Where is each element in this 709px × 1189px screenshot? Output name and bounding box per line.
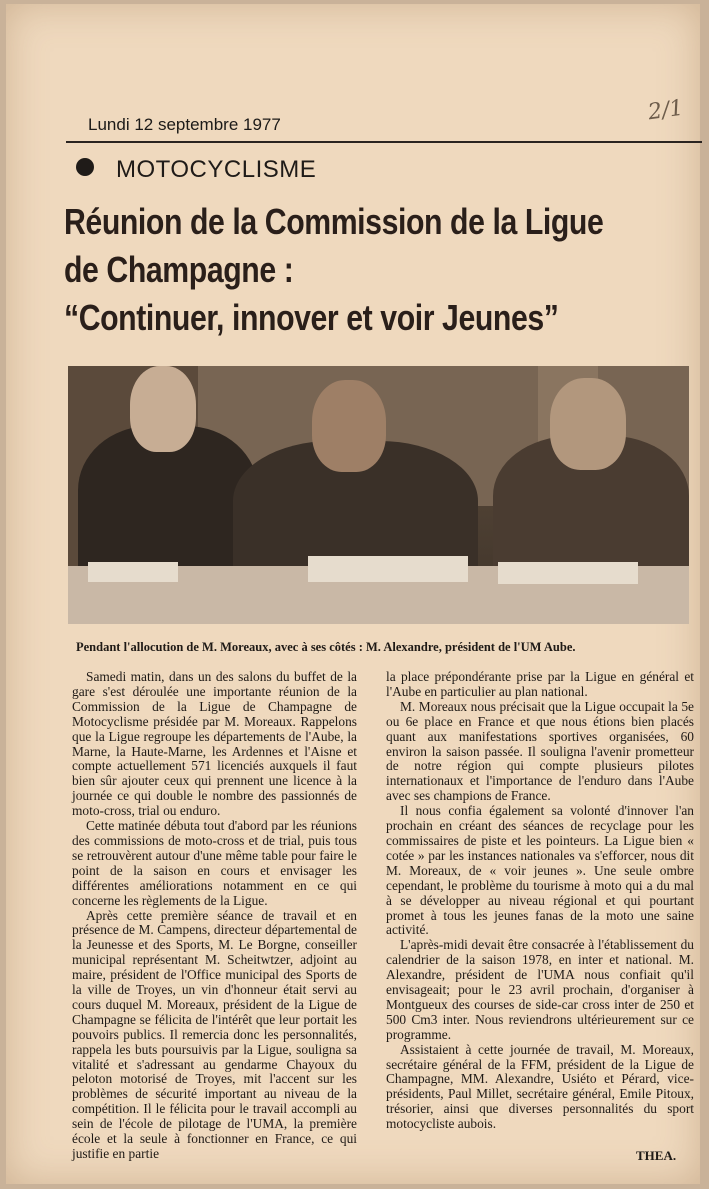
paragraph: la place prépondérante prise par la Ligue en général et l'Aube en particulier au plan national. <box>386 669 694 699</box>
dateline: Lundi 12 septembre 1977 <box>88 115 281 134</box>
paragraph: Après cette première séance de travail et en présence de M. Campens, directeur départemental de la Jeunesse et des Sports, M. Le Borgne, conseiller municipal représentant M. Scheitwtzer, adjoint au maire, président de l'Office municipal des Sports de la ville de Troyes, un vin d'honneur était servi au cours duquel M. Moreaux, président de la Ligue de Champagne se félicita de l'intérêt que leur portait les pouvoirs publics. Il remercia donc les personnalités, rappela les buts poursuivis par la Ligue, souligna sa vitalité et s'adressant au gendarme Chayoux du peloton motorisé de Troyes, mit l'accent sur les problèmes de sécurité important au niveau de la compétition. Il le félicita pour le travail accompli au sein de l'école de pilotage de l'UMA, la première école et la seule à fonctionner en France, ce qui justifie en partie <box>72 907 357 1161</box>
headline <box>64 198 604 342</box>
press-photo <box>68 366 689 624</box>
paragraph: Assistaient à cette journée de travail, M. Moreaux, secrétaire général de la FFM, président de la Ligue de Champagne, MM. Alexandre, Usiéto et Pérard, vice-présidents, Paul Millet, secrétaire général, Emile Pitoux, trésorier, ainsi que diverses personnalités du sport motocycliste aubois. <box>386 1041 694 1132</box>
photo-person-left-head <box>130 366 196 452</box>
photo-document-1 <box>88 562 178 582</box>
article-column-left <box>72 670 357 1162</box>
photo-caption: Pendant l'allocution de M. Moreaux, avec à ses côtés : M. Alexandre, président de l'UM Aube. <box>76 640 576 654</box>
section-bullet-icon <box>76 158 94 176</box>
header-rule <box>66 141 702 143</box>
paragraph: Il nous confia également sa volonté d'innover l'an prochain en créant des séances de recyclage pour les commissaires de piste et les pointeurs. La Ligue bien « cotée » par les instances nationales va s'efforcer, nous dit M. Moreaux, de « voir jeunes ». Une seule ombre cependant, le problème du tourisme à moto qui a du mal à se développer au niveau régional et qui pourtant promet à tous les jeunes fanas de la moto une saine activité. <box>386 803 694 938</box>
photo-person-center-head <box>312 380 386 472</box>
photo-person-right-head <box>550 378 626 470</box>
author-signature: THEA. <box>636 1148 677 1163</box>
article-column-right <box>386 670 694 1132</box>
headline-line-2: de Champagne : <box>64 249 294 290</box>
photo-document-2 <box>308 556 468 582</box>
handwritten-note: 2/1 <box>646 95 685 126</box>
paragraph: M. Moreaux nous précisait que la Ligue occupait la 5e ou 6e place en France et que nous étions bien placés quant aux manifestations sportives organisées, 60 environ la saison passée. Il souligna l'avenir prometteur de notre région qui compte plusieurs pilotes internationaux et l'importance de l'enduro dans l'Aube avec ses champions de France. <box>386 698 694 804</box>
paragraph: Samedi matin, dans un des salons du buffet de la gare s'est déroulée une importante réunion de la Commission de la Ligue de Champagne de Motocyclisme présidée par M. Moreaux. Rappelons que la Ligue regroupe les départements de l'Aube, la Marne, la Haute-Marne, les Ardennes et l'Aisne et compte actuellement 571 licenciés auxquels il faut bien sûr ajouter ceux qui prennent une licence à la journée ce qui double le nombre des passionnés de moto-cross, trial ou enduro. <box>72 669 357 819</box>
paragraph: Cette matinée débuta tout d'abord par les réunions des commissions de moto-cross et de trial, puis tous se retrouvèrent autour d'une même table pour faire le point de la saison en cours et envisager les différentes améliorations notamment en ce qui concerne les règlements de la Ligue. <box>72 818 357 908</box>
headline-line-3: “Continuer, innover et voir Jeunes” <box>64 297 559 338</box>
headline-line-1: Réunion de la Commission de la Ligue <box>64 201 604 242</box>
photo-document-3 <box>498 562 638 584</box>
paragraph: L'après-midi devait être consacrée à l'établissement du calendrier de la saison 1978, en inter et national. M. Alexandre, président de l'UMA nous confiait qu'il envisageait; pour le 23 avril prochain, d'organiser à Montgueux des courses de side-car cross inter de 250 et 500 Cm3 inter. Nous reviendrons ultérieurement sur ce programme. <box>386 937 694 1042</box>
section-heading: MOTOCYCLISME <box>116 156 317 183</box>
